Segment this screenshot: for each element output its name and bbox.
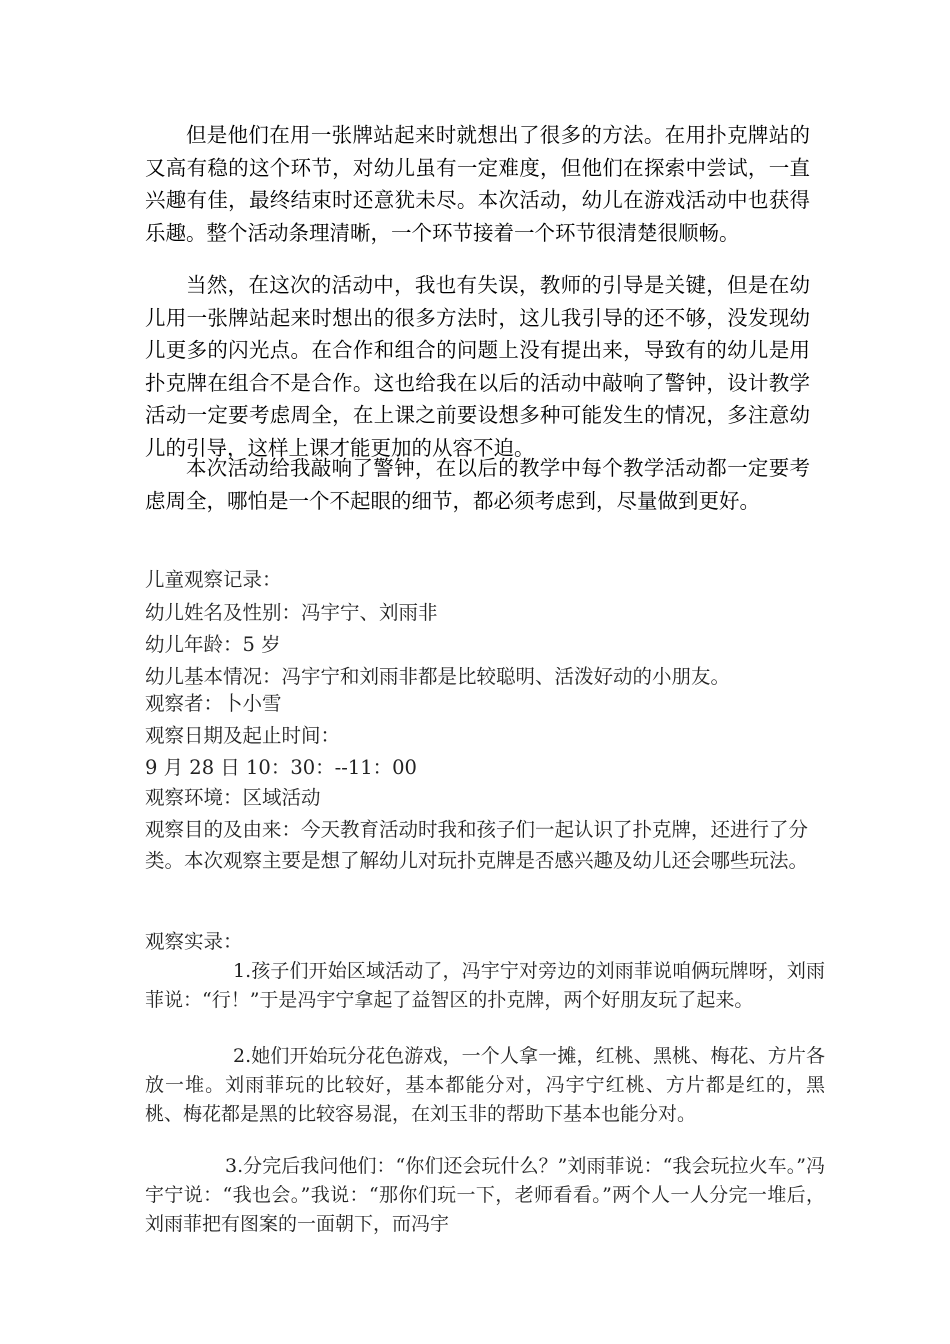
observation-title: 观察实录：: [145, 930, 243, 953]
record-environment: 观察环境：区域活动: [145, 786, 321, 809]
record-name-gender: 幼儿姓名及性别：冯宇宁、刘雨非: [145, 601, 438, 624]
record-title: 儿童观察记录：: [145, 568, 282, 591]
record-date-value: 9 月 28 日 10：30：--11：00: [145, 756, 417, 779]
observation-item-3: 3.分完后我问他们：“你们还会玩什么？”刘雨菲说：“我会玩拉火车。”冯宇宁说：“我也会。”我说：“那你们玩一下，老师看看。”两个人一人分完一堆后，刘雨菲把有图案的一面朝下，而冯宇: [145, 1155, 825, 1235]
reflection-paragraph-2: 当然，在这次的活动中，我也有失误，教师的引导是关键，但是在幼儿用一张牌站起来时想出的很多方法时，这儿我引导的还不够，没发现幼儿更多的闪光点。在合作和组合的问题上没有提出来，导致有的幼儿是用扑克牌在组合不是合作。这也给我在以后的活动中敲响了警钟，设计教学活动一定要考虑周全，在上课之前要设想多种可能发生的情况，多注意幼儿的引导，这样上课才能更加的从容不迫。: [145, 273, 810, 460]
observation-item-2: 2.她们开始玩分花色游戏，一个人拿一摊，红桃、黑桃、梅花、方片各放一堆。刘雨菲玩的比较好，基本都能分对，冯宇宁红桃、方片都是红的，黑桃、梅花都是黑的比较容易混，在刘玉非的帮助下基本也能分对。: [145, 1045, 825, 1125]
record-date-label: 观察日期及起止时间：: [145, 724, 341, 747]
record-age: 幼儿年龄：5 岁: [145, 633, 281, 656]
record-purpose: 观察目的及由来：今天教育活动时我和孩子们一起认识了扑克牌，还进行了分类。本次观察主要是想了解幼儿对玩扑克牌是否感兴趣及幼儿还会哪些玩法。: [145, 818, 809, 872]
reflection-paragraph-3: 本次活动给我敲响了警钟，在以后的教学中每个教学活动都一定要考虑周全，哪怕是一个不起眼的细节，都必须考虑到，尽量做到更好。: [145, 456, 810, 513]
record-basic-info: 幼儿基本情况：冯宇宁和刘雨非都是比较聪明、活泼好动的小朋友。: [145, 665, 731, 688]
record-observer: 观察者：卜小雪: [145, 692, 282, 715]
observation-item-1: 1.孩子们开始区域活动了，冯宇宁对旁边的刘雨菲说咱俩玩牌呀，刘雨菲说：“行！”于是冯宇宁拿起了益智区的扑克牌，两个好朋友玩了起来。: [145, 960, 825, 1011]
reflection-paragraph-1: 但是他们在用一张牌站起来时就想出了很多的方法。在用扑克牌站的又高有稳的这个环节，对幼儿虽有一定难度，但他们在探索中尝试，一直兴趣有佳，最终结束时还意犹未尽。本次活动，幼儿在游戏活动中也获得乐趣。整个活动条理清晰，一个环节接着一个环节很清楚很顺畅。: [145, 123, 810, 245]
